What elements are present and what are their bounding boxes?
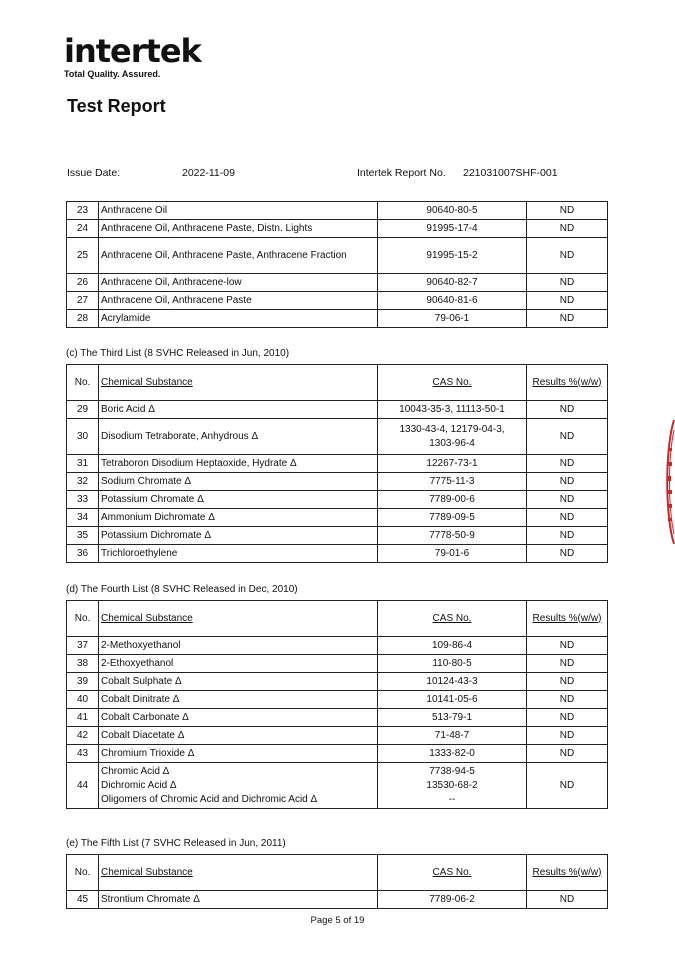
cas-number bbox=[378, 527, 527, 545]
table-row bbox=[67, 310, 608, 328]
header-substance-text: Chemical Substance bbox=[101, 612, 193, 624]
table-row bbox=[67, 691, 608, 709]
section-e-label: (e) The Fifth List (7 SVHC Released in Jun, 2011) bbox=[66, 838, 286, 849]
chemical-substance bbox=[99, 238, 378, 274]
header-results-text: Results %(w/w) bbox=[532, 376, 602, 388]
fourth-list-table bbox=[66, 600, 608, 809]
result-value-text: ND bbox=[559, 729, 575, 741]
table-row bbox=[67, 509, 608, 527]
chemical-substance bbox=[99, 545, 378, 563]
result-value bbox=[527, 401, 608, 419]
cas-number bbox=[378, 727, 527, 745]
result-value bbox=[527, 745, 608, 763]
header-no-text: No. bbox=[74, 866, 91, 878]
row-number-text: 34 bbox=[76, 511, 89, 523]
intertek-logo bbox=[64, 34, 201, 79]
cas-number bbox=[378, 401, 527, 419]
header-cas-text: CAS No. bbox=[432, 376, 472, 388]
table-row bbox=[67, 292, 608, 310]
table-row bbox=[67, 202, 608, 220]
result-value bbox=[527, 891, 608, 909]
header-substance-text: Chemical Substance bbox=[101, 376, 193, 388]
row-number bbox=[67, 891, 99, 909]
chemical-substance-line: Chromic Acid Δ bbox=[101, 765, 170, 777]
row-number bbox=[67, 727, 99, 745]
chemical-substance bbox=[99, 763, 378, 809]
chemical-substance bbox=[99, 727, 378, 745]
chemical-substance bbox=[99, 709, 378, 727]
cas-number-line: 13530-68-2 bbox=[426, 779, 478, 791]
chemical-substance bbox=[99, 455, 378, 473]
cas-number bbox=[378, 691, 527, 709]
cas-number bbox=[378, 545, 527, 563]
logo-tagline: Total Quality. Assured. bbox=[64, 69, 161, 79]
report-number-value: 221031007SHF-001 bbox=[463, 167, 558, 179]
result-value-text: ND bbox=[559, 893, 575, 905]
table-row bbox=[67, 745, 608, 763]
table-row bbox=[67, 891, 608, 909]
cas-number-line: 110-80-5 bbox=[432, 657, 472, 669]
cas-number-line: 71-48-7 bbox=[434, 729, 470, 741]
chemical-substance bbox=[99, 473, 378, 491]
result-value bbox=[527, 292, 608, 310]
chemical-substance-line: Anthracene Oil, Anthracene Paste bbox=[101, 294, 252, 306]
header-substance-text: Chemical Substance bbox=[101, 866, 193, 878]
cas-number-line: 79-06-1 bbox=[434, 312, 470, 324]
issue-date-value: 2022-11-09 bbox=[182, 167, 235, 179]
row-number-text: 37 bbox=[76, 639, 89, 651]
page-number: Page 5 of 19 bbox=[310, 915, 365, 926]
cas-number-line: 91995-17-4 bbox=[426, 222, 478, 234]
header-no-text: No. bbox=[74, 376, 91, 388]
result-value-text: ND bbox=[559, 312, 575, 324]
result-value bbox=[527, 220, 608, 238]
table-row bbox=[67, 419, 608, 455]
result-value-text: ND bbox=[559, 529, 575, 541]
header-no bbox=[67, 365, 99, 401]
chemical-substance-line: Anthracene Oil, Anthracene Paste, Anthracene Fraction bbox=[101, 249, 347, 261]
header-cas bbox=[378, 855, 527, 891]
row-number bbox=[67, 745, 99, 763]
table-header-row bbox=[67, 365, 608, 401]
chemical-substance bbox=[99, 655, 378, 673]
chemical-substance bbox=[99, 310, 378, 328]
result-value-text: ND bbox=[559, 276, 575, 288]
header-no bbox=[67, 601, 99, 637]
result-value bbox=[527, 473, 608, 491]
cas-number-line: 7738-94-5 bbox=[429, 765, 475, 777]
chemical-substance-line: Cobalt Diacetate Δ bbox=[101, 729, 185, 741]
section-c-label: (c) The Third List (8 SVHC Released in Jun, 2010) bbox=[66, 348, 290, 359]
result-value-text: ND bbox=[559, 493, 575, 505]
chemical-substance bbox=[99, 509, 378, 527]
chemical-substance bbox=[99, 527, 378, 545]
header-substance bbox=[99, 601, 378, 637]
chemical-substance-line: Oligomers of Chromic Acid and Dichromic Acid Δ bbox=[101, 793, 318, 805]
row-number-text: 43 bbox=[76, 747, 89, 759]
cas-number bbox=[378, 491, 527, 509]
table-header-row bbox=[67, 601, 608, 637]
result-value-text: ND bbox=[559, 403, 575, 415]
header-cas bbox=[378, 601, 527, 637]
cas-number bbox=[378, 709, 527, 727]
row-number-text: 35 bbox=[76, 529, 89, 541]
cas-number-line: 7778-50-9 bbox=[429, 529, 475, 541]
cas-number-line: 90640-80-5 bbox=[426, 204, 478, 216]
row-number-text: 39 bbox=[76, 675, 89, 687]
result-value-text: ND bbox=[559, 294, 575, 306]
result-value bbox=[527, 491, 608, 509]
table-row bbox=[67, 655, 608, 673]
row-number bbox=[67, 310, 99, 328]
cas-number-line: 12267-73-1 bbox=[426, 457, 478, 469]
cas-number-line: 79-01-6 bbox=[434, 547, 470, 559]
chemical-substance-line: Cobalt Carbonate Δ bbox=[101, 711, 189, 723]
fifth-list-table bbox=[66, 854, 608, 909]
cas-number bbox=[378, 455, 527, 473]
chemical-substance-line: Sodium Chromate Δ bbox=[101, 475, 192, 487]
result-value bbox=[527, 274, 608, 292]
result-value-text: ND bbox=[559, 547, 575, 559]
section-d-label: (d) The Fourth List (8 SVHC Released in Dec, 2010) bbox=[66, 584, 298, 595]
chemical-substance bbox=[99, 220, 378, 238]
chemical-substance-line: Strontium Chromate Δ bbox=[101, 893, 200, 905]
row-number-text: 29 bbox=[76, 403, 89, 415]
result-value-text: ND bbox=[559, 657, 575, 669]
cas-number-line: 10043-35-3, 11113-50-1 bbox=[399, 403, 505, 415]
third-list-table bbox=[66, 364, 608, 563]
row-number bbox=[67, 545, 99, 563]
chemical-substance bbox=[99, 401, 378, 419]
chemical-substance-line: Disodium Tetraborate, Anhydrous Δ bbox=[101, 430, 259, 442]
table-row bbox=[67, 220, 608, 238]
result-value-text: ND bbox=[559, 675, 575, 687]
cas-number-line: 91995-15-2 bbox=[426, 249, 478, 261]
result-value-text: ND bbox=[559, 693, 575, 705]
cas-number-line: 7775-11-3 bbox=[429, 475, 475, 487]
row-number-text: 28 bbox=[76, 312, 89, 324]
row-number bbox=[67, 691, 99, 709]
cas-number bbox=[378, 238, 527, 274]
cas-number-line: 7789-00-6 bbox=[429, 493, 475, 505]
cas-number bbox=[378, 655, 527, 673]
result-value bbox=[527, 673, 608, 691]
chemical-substance-line: Anthracene Oil bbox=[101, 204, 168, 216]
cas-number-line: 109-86-4 bbox=[431, 639, 473, 651]
row-number bbox=[67, 401, 99, 419]
result-value-text: ND bbox=[559, 204, 575, 216]
row-number bbox=[67, 419, 99, 455]
cas-number bbox=[378, 763, 527, 809]
chemical-substance-line: Potassium Chromate Δ bbox=[101, 493, 204, 505]
row-number-text: 33 bbox=[76, 493, 89, 505]
table-row bbox=[67, 491, 608, 509]
cas-number-line: 90640-81-6 bbox=[426, 294, 478, 306]
row-number-text: 24 bbox=[76, 222, 89, 234]
chemical-substance bbox=[99, 673, 378, 691]
result-value-text: ND bbox=[559, 711, 575, 723]
header-results-text: Results %(w/w) bbox=[532, 612, 602, 624]
result-value bbox=[527, 310, 608, 328]
header-results bbox=[527, 855, 608, 891]
page-title: Test Report bbox=[67, 96, 166, 116]
table-row bbox=[67, 527, 608, 545]
cas-number-line: 1333-82-0 bbox=[429, 747, 475, 759]
chemical-substance-line: 2-Methoxyethanol bbox=[101, 639, 181, 651]
chemical-substance-line: Ammonium Dichromate Δ bbox=[101, 511, 215, 523]
row-number-text: 38 bbox=[76, 657, 89, 669]
chemical-substance-line: Anthracene Oil, Anthracene Paste, Distn. Lights bbox=[101, 222, 313, 234]
table-header-row bbox=[67, 855, 608, 891]
result-value bbox=[527, 202, 608, 220]
row-number-text: 40 bbox=[76, 693, 89, 705]
result-value bbox=[527, 655, 608, 673]
cas-number bbox=[378, 673, 527, 691]
table-row bbox=[67, 673, 608, 691]
cas-number bbox=[378, 274, 527, 292]
chemical-substance-line: Potassium Dichromate Δ bbox=[101, 529, 212, 541]
result-value bbox=[527, 238, 608, 274]
chemical-substance bbox=[99, 419, 378, 455]
row-number-text: 32 bbox=[76, 475, 89, 487]
cas-number bbox=[378, 310, 527, 328]
result-value-text: ND bbox=[559, 249, 575, 261]
header-cas-text: CAS No. bbox=[432, 612, 472, 624]
header-substance bbox=[99, 855, 378, 891]
result-value bbox=[527, 509, 608, 527]
result-value-text: ND bbox=[559, 639, 575, 651]
cas-number-line: 513-79-1 bbox=[431, 711, 473, 723]
table-row bbox=[67, 473, 608, 491]
row-number bbox=[67, 673, 99, 691]
row-number-text: 27 bbox=[76, 294, 89, 306]
chemical-substance bbox=[99, 274, 378, 292]
cas-number-line: 1330-43-4, 12179-04-3, bbox=[399, 423, 505, 435]
header-no bbox=[67, 855, 99, 891]
result-value bbox=[527, 527, 608, 545]
chemical-substance bbox=[99, 745, 378, 763]
row-number bbox=[67, 763, 99, 809]
cas-number-line: 10124-43-3 bbox=[426, 675, 478, 687]
row-number-text: 42 bbox=[76, 729, 89, 741]
table-row bbox=[67, 727, 608, 745]
row-number bbox=[67, 473, 99, 491]
row-number bbox=[67, 709, 99, 727]
chemical-substance bbox=[99, 202, 378, 220]
chemical-substance-line: 2-Ethoxyethanol bbox=[101, 657, 174, 669]
chemical-substance bbox=[99, 691, 378, 709]
row-number bbox=[67, 655, 99, 673]
header-no-text: No. bbox=[74, 612, 91, 624]
chemical-substance-line: Tetraboron Disodium Heptaoxide, Hydrate Δ bbox=[101, 457, 297, 469]
row-number-text: 41 bbox=[76, 711, 89, 723]
row-number-text: 25 bbox=[76, 249, 89, 261]
table-row bbox=[67, 545, 608, 563]
cas-number bbox=[378, 292, 527, 310]
row-number bbox=[67, 637, 99, 655]
result-value-text: ND bbox=[559, 430, 575, 442]
row-number-text: 23 bbox=[76, 204, 89, 216]
result-value-text: ND bbox=[559, 457, 575, 469]
result-value bbox=[527, 637, 608, 655]
cas-number-line: 90640-82-7 bbox=[426, 276, 478, 288]
result-value bbox=[527, 455, 608, 473]
result-value-text: ND bbox=[559, 222, 575, 234]
result-value bbox=[527, 763, 608, 809]
header-cas-text: CAS No. bbox=[432, 866, 472, 878]
result-value-text: ND bbox=[559, 511, 575, 523]
table-row bbox=[67, 274, 608, 292]
seal-stamp-icon bbox=[663, 418, 675, 546]
issue-date-label: Issue Date: bbox=[67, 167, 121, 179]
row-number bbox=[67, 274, 99, 292]
row-number-text: 31 bbox=[76, 457, 89, 469]
chemical-substance bbox=[99, 491, 378, 509]
table-row bbox=[67, 455, 608, 473]
cas-number-line: 7789-09-5 bbox=[429, 511, 475, 523]
cas-number bbox=[378, 891, 527, 909]
cas-number bbox=[378, 202, 527, 220]
row-number-text: 36 bbox=[76, 547, 89, 559]
row-number-text: 30 bbox=[76, 430, 89, 442]
chemical-substance-line: Cobalt Dinitrate Δ bbox=[101, 693, 180, 705]
row-number bbox=[67, 509, 99, 527]
cas-number bbox=[378, 637, 527, 655]
cas-number bbox=[378, 419, 527, 455]
chemical-substance-line: Boric Acid Δ bbox=[101, 403, 155, 415]
cas-number bbox=[378, 509, 527, 527]
row-number-text: 45 bbox=[76, 893, 89, 905]
row-number-text: 44 bbox=[76, 779, 89, 791]
cas-number-line: 7789-06-2 bbox=[429, 893, 475, 905]
cas-number-line: 10141-05-6 bbox=[426, 693, 478, 705]
row-number bbox=[67, 491, 99, 509]
row-number-text: 26 bbox=[76, 276, 89, 288]
chemical-substance-line: Cobalt Sulphate Δ bbox=[101, 675, 182, 687]
logo-wordmark: intertek bbox=[64, 32, 201, 70]
result-value bbox=[527, 709, 608, 727]
row-number bbox=[67, 527, 99, 545]
chemical-substance bbox=[99, 891, 378, 909]
header-results bbox=[527, 601, 608, 637]
cas-number-line: -- bbox=[448, 793, 456, 805]
table-row bbox=[67, 401, 608, 419]
result-value bbox=[527, 691, 608, 709]
result-value-text: ND bbox=[559, 747, 575, 759]
table-row bbox=[67, 637, 608, 655]
table-row bbox=[67, 238, 608, 274]
chemical-substance-line: Chromium Trioxide Δ bbox=[101, 747, 195, 759]
report-number-label: Intertek Report No. bbox=[357, 167, 446, 179]
cas-number-line: 1303-96-4 bbox=[429, 437, 475, 449]
row-number bbox=[67, 220, 99, 238]
cas-number bbox=[378, 473, 527, 491]
result-value bbox=[527, 727, 608, 745]
cas-number bbox=[378, 745, 527, 763]
row-number bbox=[67, 455, 99, 473]
result-value-text: ND bbox=[559, 779, 575, 791]
header-results-text: Results %(w/w) bbox=[532, 866, 602, 878]
header-cas bbox=[378, 365, 527, 401]
substances-table-continued bbox=[66, 201, 608, 328]
row-number bbox=[67, 292, 99, 310]
header-substance bbox=[99, 365, 378, 401]
chemical-substance bbox=[99, 637, 378, 655]
chemical-substance bbox=[99, 292, 378, 310]
cas-number bbox=[378, 220, 527, 238]
chemical-substance-line: Dichromic Acid Δ bbox=[101, 779, 177, 791]
result-value bbox=[527, 419, 608, 455]
chemical-substance-line: Acrylamide bbox=[101, 312, 151, 324]
header-results bbox=[527, 365, 608, 401]
table-row bbox=[67, 709, 608, 727]
result-value-text: ND bbox=[559, 475, 575, 487]
result-value bbox=[527, 545, 608, 563]
row-number bbox=[67, 238, 99, 274]
chemical-substance-line: Anthracene Oil, Anthracene-low bbox=[101, 276, 242, 288]
chemical-substance-line: Trichloroethylene bbox=[101, 547, 178, 559]
table-row bbox=[67, 763, 608, 809]
row-number bbox=[67, 202, 99, 220]
